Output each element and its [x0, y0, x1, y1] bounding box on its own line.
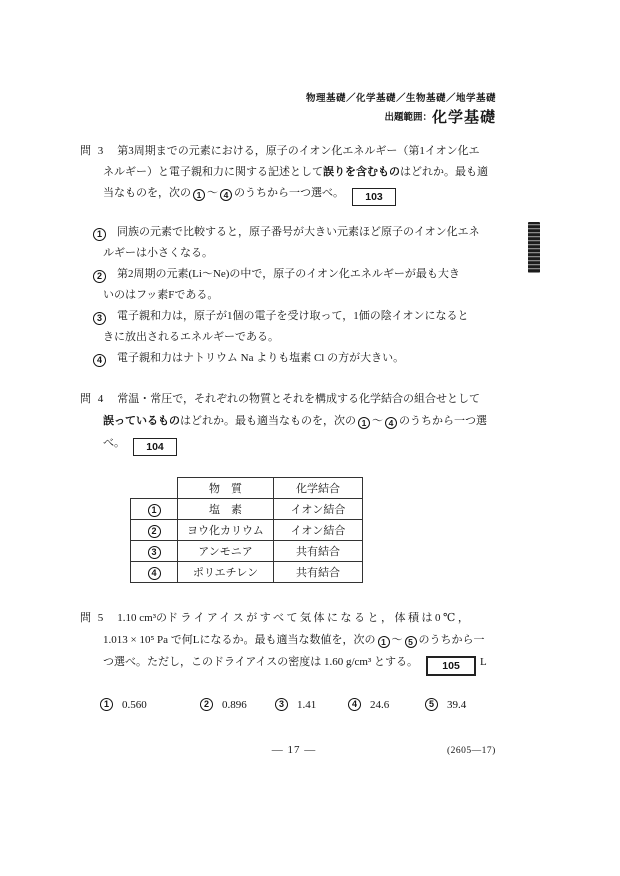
question-4-line1 — [80, 388, 520, 410]
choice-3-value: 1.41 — [297, 698, 317, 711]
circled-2-icon: 2 — [93, 270, 106, 283]
col-header-bond: 化学結合 — [274, 478, 363, 499]
question-5 — [80, 607, 520, 676]
question-3-line3 — [103, 183, 520, 206]
choice-2 — [200, 698, 275, 711]
circled-4-icon: 4 — [385, 417, 397, 429]
question-3-options — [93, 222, 523, 369]
option-3-text1: 電子親和力は，原子が1個の電子を受け取って，1価の陰イオンになると — [117, 310, 469, 322]
choice-1 — [100, 698, 200, 711]
circled-4-icon: 4 — [220, 189, 232, 201]
choice-1-value: 0.560 — [122, 698, 147, 711]
substance-bond-table — [130, 477, 363, 583]
table-blank-cell — [131, 478, 178, 499]
option-1-text1: 同族の元素で比較すると，原子番号が大きい元素ほど原子のイオン化エネ — [117, 226, 480, 238]
row-4-bond: 共有結合 — [274, 562, 363, 583]
question-3 — [80, 141, 520, 206]
table-row — [131, 541, 363, 562]
circled-2-icon: 2 — [148, 525, 161, 538]
circled-4-icon: 4 — [348, 698, 361, 711]
row-3-substance: アンモニア — [178, 541, 274, 562]
option-2-text1: 第2周期の元素(Li～Ne)の中で，原子のイオン化エネルギーが最も大き — [117, 268, 460, 280]
choice-3 — [275, 698, 348, 711]
table-row — [131, 562, 363, 583]
question-4-text2a: はどれか。最も適当なものを，次の — [180, 415, 356, 427]
table-row — [131, 520, 363, 541]
option-4-line1 — [93, 348, 523, 369]
circled-5-icon: 5 — [405, 636, 417, 648]
question-5-text2a: 1.013 × 10⁵ Pa で何Lになるか。最も適当な数値を，次の — [103, 634, 376, 646]
binding-mark-icon — [528, 222, 540, 273]
exam-range-label: 出題範囲： — [384, 113, 432, 123]
circled-1-icon: 1 — [193, 189, 205, 201]
question-5-unit: L — [480, 656, 487, 668]
choice-4 — [348, 698, 425, 711]
question-4-line2 — [103, 410, 520, 432]
answer-box-103: 103 — [352, 188, 396, 206]
col-header-substance: 物 質 — [178, 478, 274, 499]
circled-4-icon: 4 — [148, 567, 161, 580]
exam-range-value: 化学基礎 — [431, 110, 496, 126]
print-code: (2605—17) — [447, 746, 496, 756]
row-4-num — [131, 562, 178, 583]
row-2-bond: イオン結合 — [274, 520, 363, 541]
circled-2-icon: 2 — [200, 698, 213, 711]
row-2-substance: ヨウ化カリウム — [178, 520, 274, 541]
question-4-text3: べ。 — [103, 437, 125, 449]
option-3 — [93, 306, 523, 348]
option-2 — [93, 264, 523, 306]
question-5-text3: つ選べ。ただし，このドライアイスの密度は 1.60 g/cm³ とする。 — [103, 656, 419, 668]
circled-3-icon: 3 — [275, 698, 288, 711]
option-4-text1: 電子親和力はナトリウム Na よりも塩素 Cl の方が大きい。 — [117, 352, 405, 364]
question-3-line2 — [103, 162, 520, 183]
question-5-text1a: 1.10 cm³の — [117, 612, 167, 624]
question-3-bold: 誤りを含むもの — [323, 166, 400, 178]
row-3-bond: 共有結合 — [274, 541, 363, 562]
circled-3-icon: 3 — [148, 546, 161, 559]
row-1-num — [131, 499, 178, 520]
question-5-tilde: ～ — [391, 634, 403, 646]
question-4-text2b: のうちから一つ選 — [399, 415, 487, 427]
question-3-text3a: 当なものを，次の — [103, 187, 191, 199]
option-2-text2: いのはフッ素Fである。 — [103, 289, 219, 301]
page-number: — 17 — — [271, 744, 317, 756]
answer-box-105: 105 — [426, 656, 476, 676]
option-3-line1 — [93, 306, 523, 327]
question-4-text1: 常温・常圧で，それぞれの物質とそれを構成する化学結合の組合せとして — [117, 393, 481, 405]
circled-5-icon: 5 — [425, 698, 438, 711]
question-3-line1 — [80, 141, 520, 162]
option-3-text2: きに放出されるエネルギーである。 — [103, 331, 279, 343]
question-4-bold: 誤っているもの — [103, 415, 180, 427]
row-4-substance: ポリエチレン — [178, 562, 274, 583]
question-5-text2b: のうちから一 — [418, 634, 485, 646]
subject-list: 物理基礎／化学基礎／生物基礎／地学基礎 — [305, 94, 496, 104]
question-5-line2 — [103, 629, 520, 651]
question-3-text2b: はどれか。最も適 — [400, 166, 488, 178]
option-4 — [93, 348, 523, 369]
choice-5 — [425, 698, 466, 711]
circled-1-icon: 1 — [100, 698, 113, 711]
circled-1-icon: 1 — [93, 228, 106, 241]
question-3-text3b: のうちから一つ選べ。 — [234, 187, 344, 199]
option-1 — [93, 222, 523, 264]
question-4-line3 — [103, 432, 520, 456]
option-2-line1 — [93, 264, 523, 285]
question-4 — [80, 388, 520, 456]
row-1-substance: 塩 素 — [178, 499, 274, 520]
question-5-text1b: ドライアイスがすべて気体になると，体積は0℃， — [167, 612, 472, 624]
table-row — [131, 499, 363, 520]
table-header-row — [131, 478, 363, 499]
question-4-label: 問 4 — [80, 393, 106, 405]
question-3-text2a: ネルギー）と電子親和力に関する記述として — [103, 166, 323, 178]
option-1-text2: ルギーは小さくなる。 — [103, 247, 213, 259]
question-5-choices — [100, 698, 466, 711]
option-1-line1 — [93, 222, 523, 243]
row-2-num — [131, 520, 178, 541]
question-4-tilde: ～ — [372, 415, 383, 427]
circled-1-icon: 1 — [358, 417, 370, 429]
doc-header — [306, 90, 496, 127]
choice-2-value: 0.896 — [222, 698, 247, 711]
row-1-bond: イオン結合 — [274, 499, 363, 520]
choice-4-value: 24.6 — [370, 698, 390, 711]
row-3-num — [131, 541, 178, 562]
answer-box-104: 104 — [133, 438, 177, 456]
circled-3-icon: 3 — [93, 312, 106, 325]
question-5-line3 — [103, 651, 520, 676]
question-5-label: 問 5 — [80, 612, 106, 624]
choice-5-value: 39.4 — [447, 698, 467, 711]
exam-range — [306, 106, 496, 127]
question-3-label: 問 3 — [80, 145, 106, 157]
circled-1-icon: 1 — [148, 504, 161, 517]
question-3-tilde: ～ — [207, 187, 218, 199]
circled-1-icon: 1 — [378, 636, 390, 648]
question-5-line1 — [80, 607, 520, 629]
question-3-text1: 第3周期までの元素における，原子のイオン化エネルギー（第1イオン化エ — [117, 145, 480, 157]
circled-4-icon: 4 — [93, 354, 106, 367]
